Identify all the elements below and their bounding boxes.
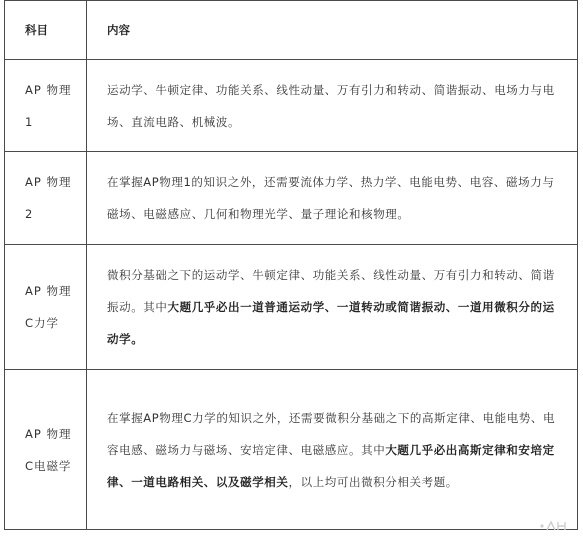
content-text: 运动学、牛顿定律、功能关系、线性动量、万有引力和转动、简谐振动、电场力与电场、直流电路、机械波。 xyxy=(107,82,555,129)
header-subject: 科目 xyxy=(5,1,87,60)
content-text: 在掌握AP物理C力学的知识之外，还需要微积分基础之下的高斯定律、电能电势、电容电感、磁场力与磁场、安培定律、电磁感应。其中 xyxy=(107,410,556,457)
row-subject: AP 物理1 xyxy=(5,60,87,152)
content-text-bold: 大题几乎必出一道普通运动学、一道转动或简谐振动、一道用微积分的运动学。 xyxy=(107,300,555,346)
row-content xyxy=(87,370,578,530)
watermark-icon xyxy=(539,519,569,533)
content-text: 在掌握AP物理1的知识之外，还需要流体力学、热力学、电能电势、电容、磁场力与磁场、电磁感应、几何和物理光学、量子理论和核物理。 xyxy=(107,175,555,221)
table-header-row xyxy=(5,1,578,60)
subjects-table xyxy=(4,0,578,530)
row-content xyxy=(87,245,578,370)
content-text: ，以上均可出微积分相关考题。 xyxy=(288,474,458,489)
table-row xyxy=(5,152,578,245)
row-subject: AP 物理C力学 xyxy=(5,245,87,370)
table-row xyxy=(5,245,578,370)
row-content xyxy=(87,60,578,152)
table-row xyxy=(5,370,578,530)
header-content: 内容 xyxy=(87,1,578,60)
row-content xyxy=(87,152,578,245)
row-subject: AP 物理2 xyxy=(5,152,87,245)
content-text-bold: 大题几乎必出高斯定律和安培定律、一道电路相关、以及磁学相关 xyxy=(107,442,555,489)
row-subject: AP 物理C电磁学 xyxy=(5,370,87,530)
table-row xyxy=(5,60,578,152)
content-text: 微积分基础之下的运动学、牛顿定律、功能关系、线性动量、万有引力和转动、简谐振动。其中 xyxy=(107,268,555,314)
